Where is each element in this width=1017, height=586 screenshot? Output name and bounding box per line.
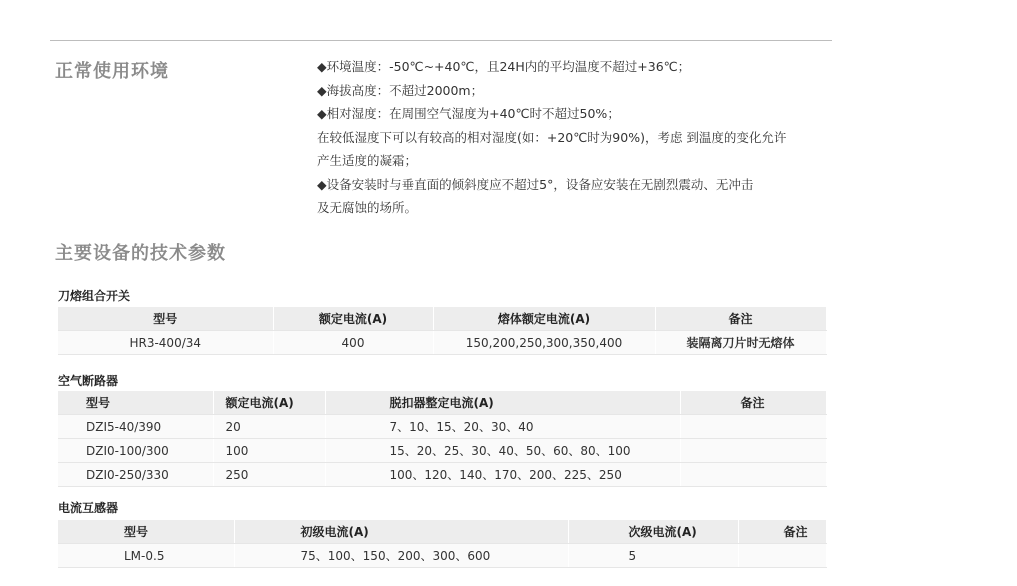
cell-note [680,415,826,439]
header-note: 备注 [680,391,826,415]
top-divider [50,40,832,41]
air-breaker-table [58,391,827,487]
header-rated-current: 额定电流(A) [273,307,433,331]
environment-title: 正常使用环境 [55,61,169,82]
env-line-humidity-note-2: 产生适度的凝霜； [317,153,418,168]
environment-lines [317,55,837,220]
env-line-altitude: ◆海拔高度：不超过2000m； [317,82,484,98]
cell-model: DZI5-40/390 [58,415,213,439]
header-note: 备注 [655,307,826,331]
header-model: 型号 [58,520,234,544]
cell-primary-current: 75、100、150、200、300、600 [234,544,568,568]
header-fuse-rated-current: 熔体额定电流(A) [433,307,655,331]
env-line-temperature: ◆环境温度：-50℃~+40℃，且24H内的平均温度不超过+36℃； [317,59,691,74]
env-line-installation-2: 及无腐蚀的场所。 [317,200,418,215]
cell-model: DZI0-100/300 [58,439,213,463]
current-transformer-table [58,520,827,568]
table-row [58,331,826,355]
cell-rated-current: 250 [213,463,325,487]
cell-model: HR3-400/34 [58,331,273,355]
table-header-row [58,391,826,415]
cell-rated-current: 100 [213,439,325,463]
table-row [58,463,826,487]
env-line-humidity: ◆相对湿度：在周围空气湿度为+40℃时不超过50%； [317,106,620,121]
cell-note: 装隔离刀片时无熔体 [655,331,826,355]
cell-note [738,544,826,568]
header-rated-current: 额定电流(A) [213,391,325,415]
header-secondary-current: 次级电流(A) [568,520,738,544]
cell-trip-current: 100、120、140、170、200、225、250 [325,463,680,487]
header-model: 型号 [58,391,213,415]
cell-note [680,439,826,463]
current-transformer-label: 电流互感器 [58,501,119,515]
header-primary-current: 初级电流(A) [234,520,568,544]
env-line-humidity-note: 在较低湿度下可以有较高的相对湿度(如：+20℃时为90%)，考虑 到温度的变化允许 [317,129,787,145]
cell-fuse-rated-current: 150,200,250,300,350,400 [433,331,655,355]
cell-trip-current: 7、10、15、20、30、40 [325,415,680,439]
knife-fuse-table [58,307,827,355]
env-line-installation: ◆设备安装时与垂直面的倾斜度应不超过5°，设备应安装在无剧烈震动、无冲击 [317,176,754,192]
cell-rated-current: 400 [273,331,433,355]
cell-trip-current: 15、20、25、30、40、50、60、80、100 [325,439,680,463]
header-trip-current: 脱扣器整定电流(A) [325,391,680,415]
knife-fuse-label: 刀熔组合开关 [58,289,131,303]
cell-rated-current: 20 [213,415,325,439]
table-row [58,439,826,463]
cell-model: LM-0.5 [58,544,234,568]
table-header-row [58,520,826,544]
cell-model: DZI0-250/330 [58,463,213,487]
specs-title: 主要设备的技术参数 [55,243,226,264]
table-header-row [58,307,826,331]
air-breaker-label: 空气断路器 [58,374,119,388]
table-row [58,544,826,568]
header-note: 备注 [738,520,826,544]
table-row [58,415,826,439]
header-model: 型号 [58,307,273,331]
cell-note [680,463,826,487]
cell-secondary-current: 5 [568,544,738,568]
